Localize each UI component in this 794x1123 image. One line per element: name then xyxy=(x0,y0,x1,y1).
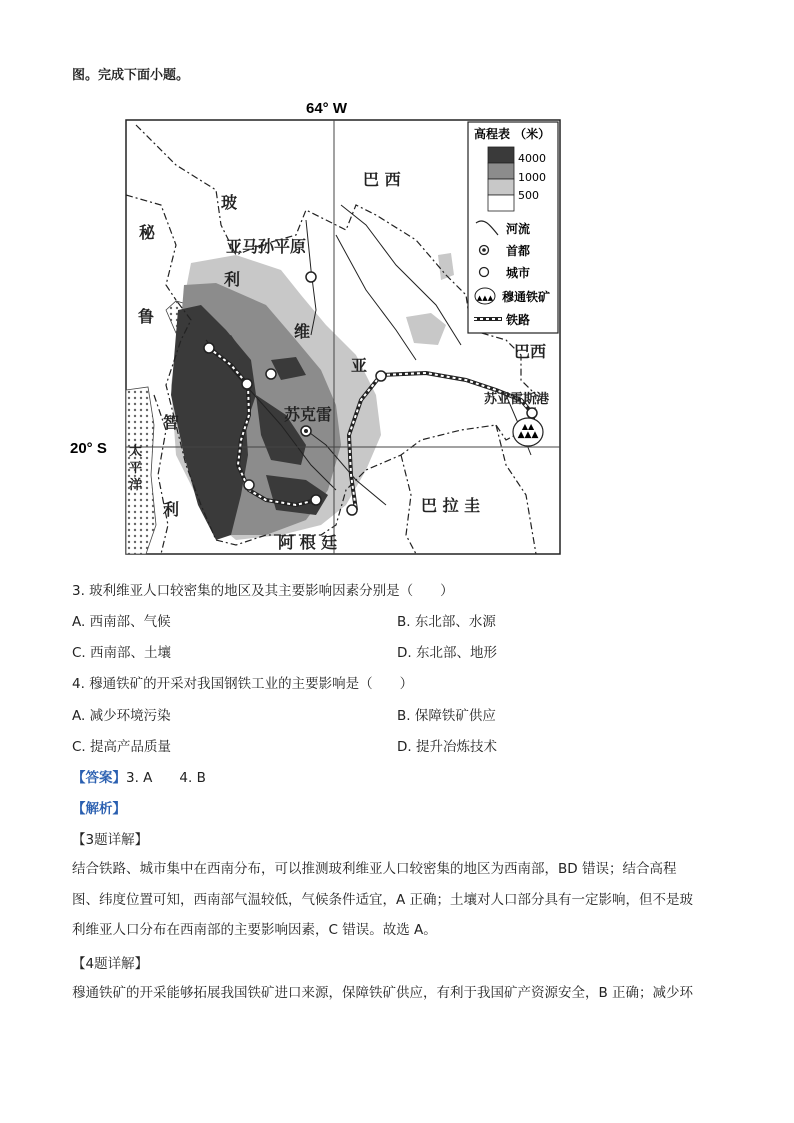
svg-text:▲▲▲: ▲▲▲ xyxy=(517,430,539,440)
detail-3-body xyxy=(72,854,722,946)
label-brazil: 巴 西 xyxy=(363,170,401,189)
longitude-label: 64° W xyxy=(306,100,348,117)
answer-value: 3. A 4. B xyxy=(126,770,206,786)
city-marker xyxy=(376,371,386,381)
label-pacific-1: 太 xyxy=(129,444,143,459)
answer-line xyxy=(72,766,206,786)
label-pacific-2: 平 xyxy=(129,461,143,476)
label-paraguay: 巴 拉 圭 xyxy=(421,496,481,515)
city-marker xyxy=(306,272,316,282)
legend-title: 高程表 （米） xyxy=(474,127,551,141)
legend-city-icon xyxy=(480,268,489,277)
answer-label: 【答案】 xyxy=(72,770,126,786)
legend-city: 城市 xyxy=(506,266,531,280)
detail-4-body xyxy=(72,978,722,1009)
legend-capital: 首都 xyxy=(506,244,531,258)
question-3: 3. 玻利维亚人口较密集的地区及其主要影响因素分别是（ ） xyxy=(72,583,454,599)
q4-option-b[interactable]: B. 保障铁矿供应 xyxy=(397,708,496,724)
q4-option-d[interactable]: D. 提升冶炼技术 xyxy=(397,739,497,755)
intro-text: 图。完成下面小题。 xyxy=(72,68,190,83)
label-bolivia-2: 利 xyxy=(224,270,241,289)
svg-text:▲▲: ▲▲ xyxy=(521,422,535,431)
bolivia-elevation-map xyxy=(66,95,566,560)
city-marker xyxy=(204,343,214,353)
q4-option-a[interactable]: A. 减少环境污染 xyxy=(72,708,171,724)
label-pacific-3: 洋 xyxy=(129,478,143,493)
legend-rail: 铁路 xyxy=(506,313,531,327)
detail-4-line: 穆通铁矿的开采能够拓展我国铁矿进口来源，保障铁矿供应，有利于我国矿产资源安全，B 正确；减少环 xyxy=(72,985,694,1001)
svg-text:▲▲▲: ▲▲▲ xyxy=(476,294,494,302)
label-peru-2: 鲁 xyxy=(138,307,155,326)
q3-option-a[interactable]: A. 西南部、气候 xyxy=(72,614,171,630)
label-amazon: 亚马孙平原 xyxy=(226,237,307,256)
detail-4-heading: 【4题详解】 xyxy=(72,956,149,972)
label-brazil-2: 巴西 xyxy=(514,342,547,361)
q3-option-c[interactable]: C. 西南部、土壤 xyxy=(72,645,172,661)
detail-3-line: 图、纬度位置可知，西南部气温较低，气候条件适宜，A 正确；土壤对人口部分具有一定影响，但不是玻 xyxy=(72,891,694,908)
label-bolivia-4: 亚 xyxy=(351,356,368,375)
label-bolivia-1: 玻 xyxy=(221,193,238,212)
legend-river: 河流 xyxy=(506,222,531,236)
city-marker xyxy=(347,505,357,515)
label-chile-1: 智 xyxy=(163,413,180,432)
detail-3-heading: 【3题详解】 xyxy=(72,832,149,848)
label-peru-1: 秘 xyxy=(139,223,156,242)
label-puerto-suarez: 苏亚雷斯港 xyxy=(484,392,550,407)
legend-level-4000: 4000 xyxy=(518,152,546,165)
city-marker xyxy=(266,369,276,379)
map-legend xyxy=(468,122,558,333)
analysis-heading: 【解析】 xyxy=(72,801,126,817)
legend-level-500: 500 xyxy=(518,189,539,202)
city-marker xyxy=(242,379,252,389)
q4-option-c[interactable]: C. 提高产品质量 xyxy=(72,739,172,755)
label-chile-2: 利 xyxy=(163,500,180,519)
city-marker xyxy=(527,408,537,418)
city-marker xyxy=(311,495,321,505)
legend-mine: 穆通铁矿 xyxy=(502,290,551,304)
label-bolivia-3: 维 xyxy=(294,322,311,341)
latitude-label: 20° S xyxy=(70,440,107,457)
label-sucre: 苏克雷 xyxy=(284,405,333,424)
detail-3-line: 利维亚人口分布在西南部的主要影响因素，C 错误。故选 A。 xyxy=(72,922,437,938)
detail-3-line: 结合铁路、城市集中在西南分布，可以推测玻利维亚人口较密集的地区为西南部，BD 错误；结合高程 xyxy=(72,861,677,877)
label-argentina: 阿 根 廷 xyxy=(278,533,338,552)
city-marker xyxy=(244,480,254,490)
q3-option-b[interactable]: B. 东北部、水源 xyxy=(397,614,496,630)
legend-level-1000: 1000 xyxy=(518,171,546,184)
q3-option-d[interactable]: D. 东北部、地形 xyxy=(397,645,497,661)
question-4: 4. 穆通铁矿的开采对我国钢铁工业的主要影响是（ ） xyxy=(72,676,414,692)
